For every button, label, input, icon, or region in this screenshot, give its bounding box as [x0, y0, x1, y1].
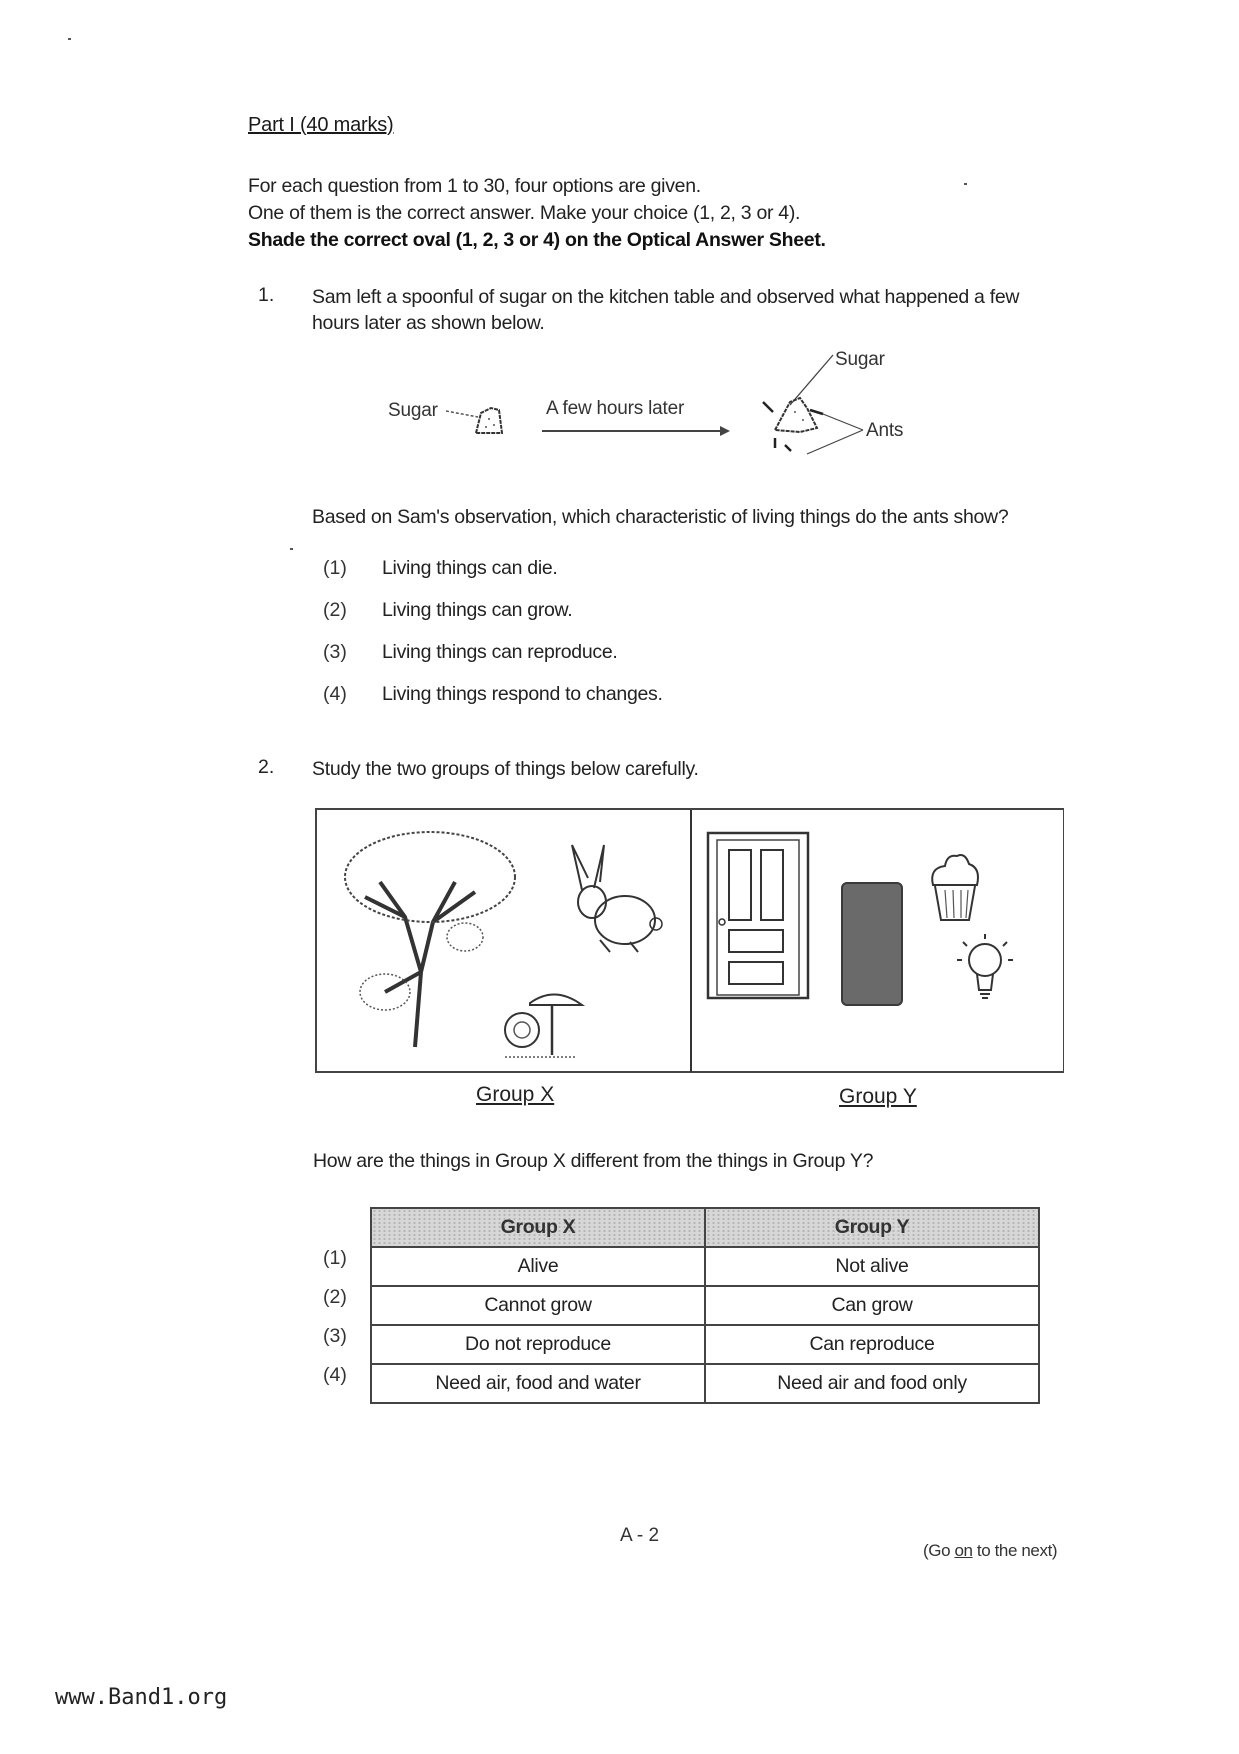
table-cell-group-x: Alive	[371, 1247, 705, 1286]
q2-option-4-number: (4)	[323, 1364, 347, 1386]
q1-option-1-number: (1)	[323, 557, 347, 579]
tree-icon	[335, 822, 525, 1052]
table-cell-group-x: Do not reproduce	[371, 1325, 705, 1364]
q2-option-1-number: (1)	[323, 1247, 347, 1269]
instruction-line-2: One of them is the correct answer. Make your choice (1, 2, 3 or 4).	[248, 202, 801, 224]
continue-note	[923, 1541, 1057, 1561]
arrow-right-icon	[540, 424, 732, 438]
sugar-pile-icon	[446, 395, 516, 445]
light-bulb-icon	[955, 930, 1015, 1010]
question-2-prompt: How are the things in Group X different from the things in Group Y?	[313, 1150, 874, 1172]
table-cell-group-y: Can grow	[705, 1286, 1039, 1325]
table-cell-group-y: Not alive	[705, 1247, 1039, 1286]
table-cell-group-y: Can reproduce	[705, 1325, 1039, 1364]
rabbit-icon	[560, 840, 665, 960]
question-2-number: 2.	[258, 756, 275, 778]
door-icon	[705, 830, 815, 1005]
watermark: www.Band1.org	[55, 1685, 228, 1710]
instruction-line-3: Shade the correct oval (1, 2, 3 or 4) on the Optical Answer Sheet.	[248, 229, 826, 251]
q1-option-4-number: (4)	[323, 683, 347, 705]
page-number: A - 2	[620, 1525, 660, 1546]
groups-divider	[690, 810, 692, 1072]
question-1-stem: Sam left a spoonful of sugar on the kitchen table and observed what happened a few hours later as shown below.	[312, 286, 1020, 334]
q2-option-2-number: (2)	[323, 1286, 347, 1308]
q1-option-3-number: (3)	[323, 641, 347, 663]
table-cell-group-y: Need air and food only	[705, 1364, 1039, 1403]
q1-option-2-text: Living things can grow.	[382, 599, 573, 621]
scan-speck	[290, 548, 293, 550]
diagram-after-label-sugar: Sugar	[835, 349, 885, 370]
group-x-label: Group X	[476, 1083, 555, 1106]
diagram-arrow-label: A few hours later	[546, 398, 685, 419]
continue-prefix: (Go	[923, 1541, 955, 1560]
q1-option-2-number: (2)	[323, 599, 347, 621]
group-y-label: Group Y	[839, 1085, 917, 1108]
table-header-group-y: Group Y	[705, 1208, 1039, 1247]
table-row	[371, 1247, 1039, 1286]
table-row	[371, 1286, 1039, 1325]
table-cell-group-x: Need air, food and water	[371, 1364, 705, 1403]
question-1-prompt: Based on Sam's observation, which characteristic of living things do the ants show?	[312, 506, 1009, 528]
instruction-line-1: For each question from 1 to 30, four options are given.	[248, 175, 701, 197]
q2-option-3-number: (3)	[323, 1325, 347, 1347]
section-heading: Part I (40 marks)	[248, 114, 394, 136]
mushroom-icon	[500, 985, 590, 1065]
table-cell-group-x: Cannot grow	[371, 1286, 705, 1325]
table-row	[371, 1364, 1039, 1403]
continue-underlined: on	[954, 1541, 973, 1560]
scan-speck	[68, 38, 71, 40]
table-row	[371, 1325, 1039, 1364]
stone-block-icon	[841, 882, 903, 1006]
q1-option-4-text: Living things respond to changes.	[382, 683, 663, 705]
q1-option-1-text: Living things can die.	[382, 557, 558, 579]
question-2-stem: Study the two groups of things below carefully.	[312, 758, 699, 780]
diagram-after-label-ants: Ants	[866, 420, 904, 441]
table-header-row	[371, 1208, 1039, 1247]
continue-suffix: to the next)	[972, 1541, 1058, 1560]
diagram-before-label: Sugar	[388, 400, 438, 421]
cupcake-icon	[925, 850, 985, 925]
table-header-group-x: Group X	[371, 1208, 705, 1247]
question-1-number: 1.	[258, 284, 275, 306]
q1-option-3-text: Living things can reproduce.	[382, 641, 618, 663]
comparison-table	[370, 1207, 1040, 1404]
scan-speck	[964, 183, 967, 185]
